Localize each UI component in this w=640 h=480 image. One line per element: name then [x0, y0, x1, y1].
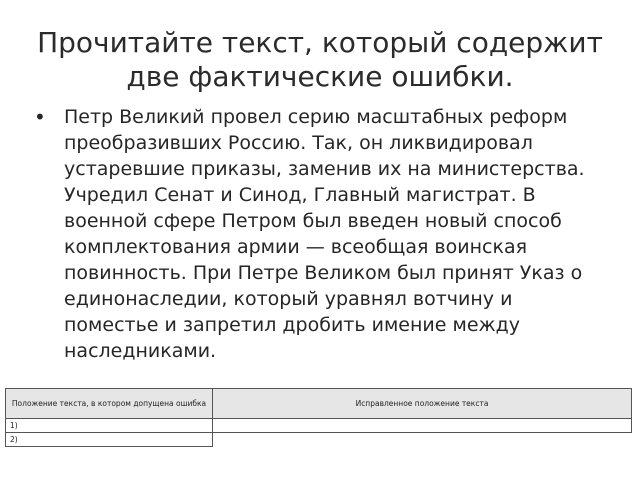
bullet-dot-icon: •: [34, 105, 46, 129]
bullet-text: Петр Великий провел серию масштабных реформ преобразивших Россию. Так, он ликвидировал устаревшие приказы, заменив их на министерства. Учредил Сенат и Синод, Главный магистрат. В военной сфере Петром был введен новый способ комплектования армии — всеобщая воинская повинность. При Петре Великом был принят Указ о единонаследии, который уравнял вотчину и поместье и запретил дробить имение между наследниками.: [64, 106, 585, 362]
table-row: [6, 433, 632, 447]
table-row-number: 1): [6, 419, 213, 433]
slide-title: Прочитайте текст, который содержит две фактические ошибки.: [37, 26, 603, 93]
table-cell-corrected[interactable]: [213, 419, 632, 433]
table-cell-empty: [213, 433, 632, 447]
table-row: [6, 419, 632, 433]
table-header-error-position: Положение текста, в котором допущена ошибка: [6, 389, 213, 419]
answer-table: [5, 388, 632, 447]
bullet-item: [34, 104, 594, 364]
table-header-corrected: Исправленное положение текста: [213, 389, 632, 419]
table-row-number: 2): [6, 433, 213, 447]
table-header-row: [6, 389, 632, 419]
